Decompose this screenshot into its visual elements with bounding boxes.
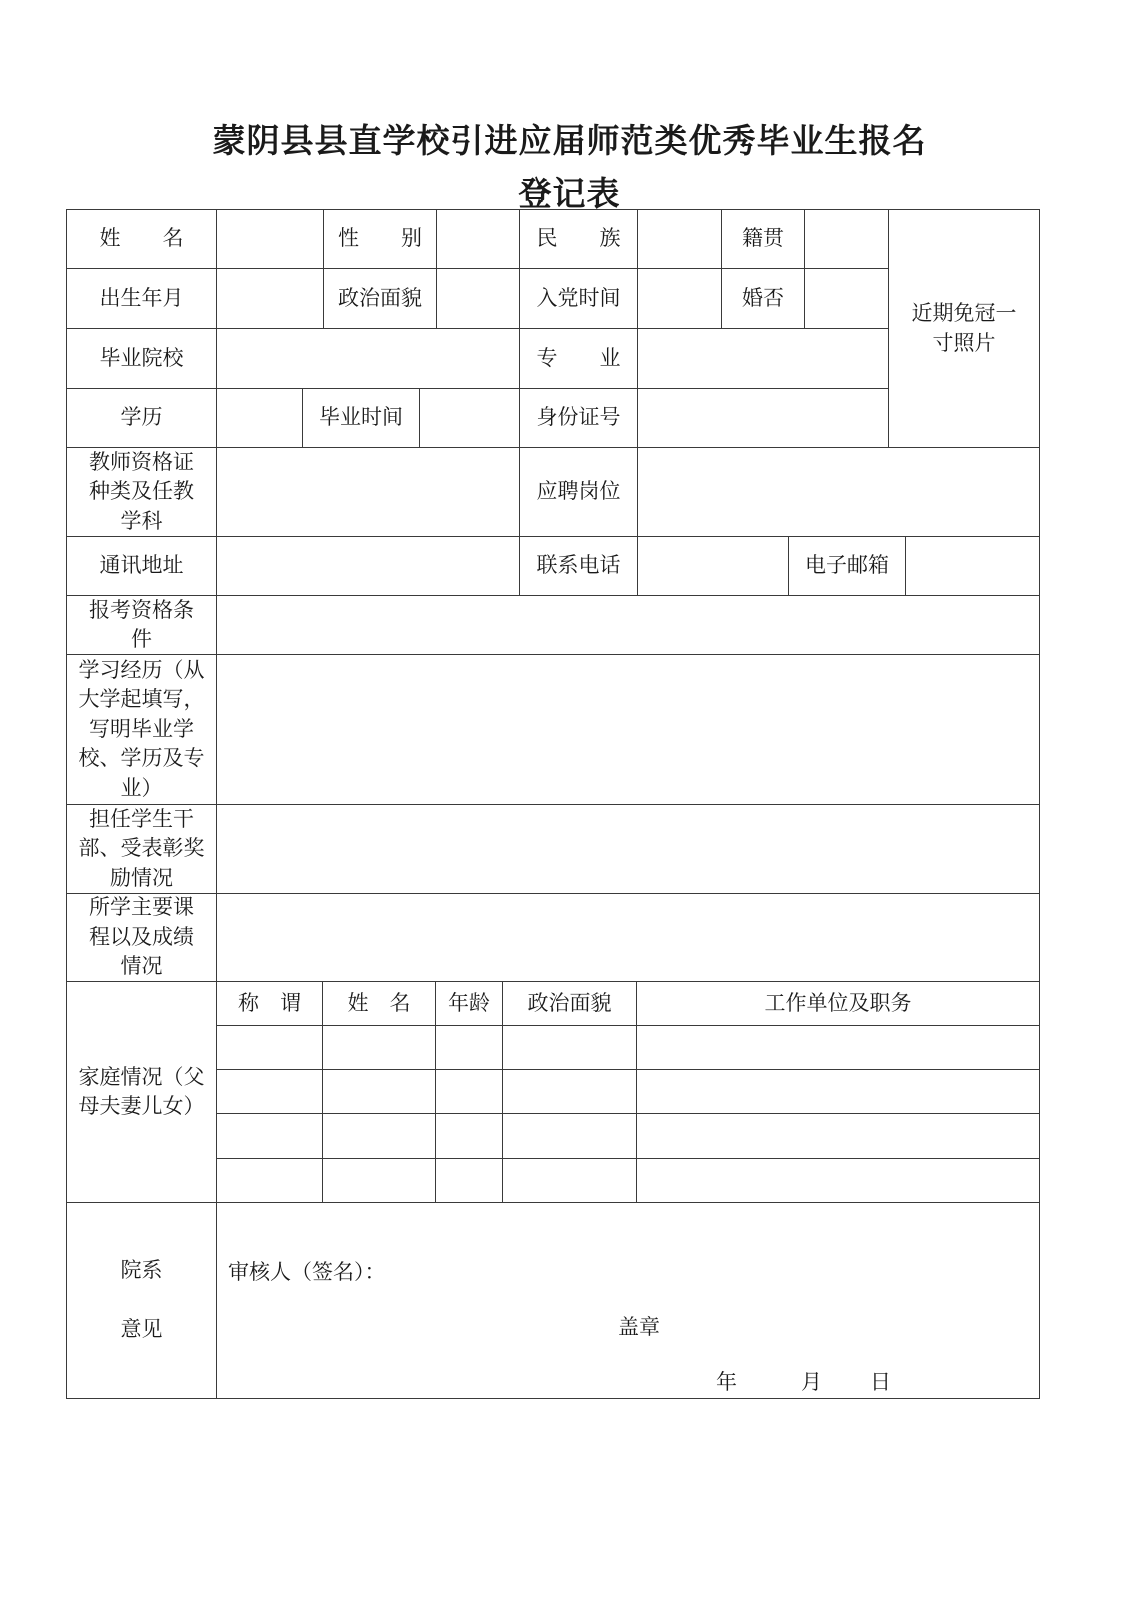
field-school[interactable] [216,328,520,389]
family-header-name: 姓 名 [322,981,436,1026]
field-teacher-cert[interactable] [216,447,520,537]
field-birth[interactable] [216,268,324,329]
label-phone: 联系电话 [519,536,638,596]
family-cell[interactable] [502,1113,637,1159]
family-cell[interactable] [435,1069,503,1114]
family-cell[interactable] [322,1025,436,1070]
reviewer-signature-label: 审核人（签名）： [228,1260,386,1284]
label-dept-opinion: 院系 意见 [66,1202,217,1399]
field-marital[interactable] [804,268,889,329]
field-ethnicity[interactable] [637,209,722,269]
photo-box[interactable]: 近期免冠一 寸照片 [888,209,1040,448]
field-political-status[interactable] [436,268,520,329]
label-address: 通讯地址 [66,536,217,596]
label-eligibility: 报考资格条 件 [66,595,217,655]
field-id-number[interactable] [637,388,889,448]
label-email: 电子邮箱 [788,536,906,596]
field-name[interactable] [216,209,324,269]
field-party-join-date[interactable] [637,268,722,329]
family-cell[interactable] [322,1158,436,1203]
field-grad-date[interactable] [419,388,520,448]
family-cell[interactable] [636,1113,1040,1159]
label-courses: 所学主要课 程以及成绩 情况 [66,893,217,982]
date-year-label: 年 [716,1370,737,1394]
family-header-age: 年龄 [435,981,503,1026]
label-political-status: 政治面貌 [323,268,437,329]
label-ethnicity: 民 族 [519,209,638,269]
family-cell[interactable] [216,1158,323,1203]
field-study-history[interactable] [216,654,1040,805]
family-cell[interactable] [435,1113,503,1159]
date-month-label: 月 [801,1370,822,1394]
field-courses[interactable] [216,893,1040,982]
field-dept-opinion[interactable] [216,1202,1040,1399]
family-cell[interactable] [502,1158,637,1203]
label-major: 专 业 [519,328,638,389]
label-gender: 性 别 [323,209,437,269]
family-cell[interactable] [636,1158,1040,1203]
label-native-place: 籍贯 [721,209,805,269]
label-party-join-date: 入党时间 [519,268,638,329]
label-birth: 出生年月 [66,268,217,329]
family-cell[interactable] [502,1025,637,1070]
field-cadre-awards[interactable] [216,804,1040,894]
label-id-number: 身份证号 [519,388,638,448]
family-cell[interactable] [636,1069,1040,1114]
field-native-place[interactable] [804,209,889,269]
label-position: 应聘岗位 [519,447,638,537]
label-school: 毕业院校 [66,328,217,389]
label-education: 学历 [66,388,217,448]
field-phone[interactable] [637,536,789,596]
family-cell[interactable] [636,1025,1040,1070]
family-cell[interactable] [502,1069,637,1114]
field-email[interactable] [905,536,1040,596]
seal-label: 盖章 [618,1315,660,1339]
family-header-political: 政治面貌 [502,981,637,1026]
field-gender[interactable] [436,209,520,269]
family-header-relation: 称 谓 [216,981,323,1026]
label-teacher-cert: 教师资格证 种类及任教 学科 [66,447,217,537]
family-cell[interactable] [322,1069,436,1114]
family-cell[interactable] [435,1025,503,1070]
label-study-history: 学习经历（从 大学起填写， 写明毕业学 校、学历及专 业） [66,654,217,805]
field-address[interactable] [216,536,520,596]
date-day-label: 日 [870,1370,891,1394]
family-cell[interactable] [216,1113,323,1159]
family-cell[interactable] [216,1025,323,1070]
family-cell[interactable] [216,1069,323,1114]
label-grad-date: 毕业时间 [302,388,420,448]
field-major[interactable] [637,328,889,389]
family-header-work: 工作单位及职务 [636,981,1040,1026]
label-family: 家庭情况（父 母夫妻儿女） [66,981,217,1203]
field-education[interactable] [216,388,303,448]
field-position[interactable] [637,447,1040,537]
field-eligibility[interactable] [216,595,1040,655]
label-cadre-awards: 担任学生干 部、受表彰奖 励情况 [66,804,217,894]
label-marital: 婚否 [721,268,805,329]
form-title-line2: 登记表 [518,174,621,213]
family-cell[interactable] [435,1158,503,1203]
family-cell[interactable] [322,1113,436,1159]
form-title-line1: 蒙阴县县直学校引进应届师范类优秀毕业生报名 [212,121,927,160]
label-name: 姓 名 [66,209,217,269]
